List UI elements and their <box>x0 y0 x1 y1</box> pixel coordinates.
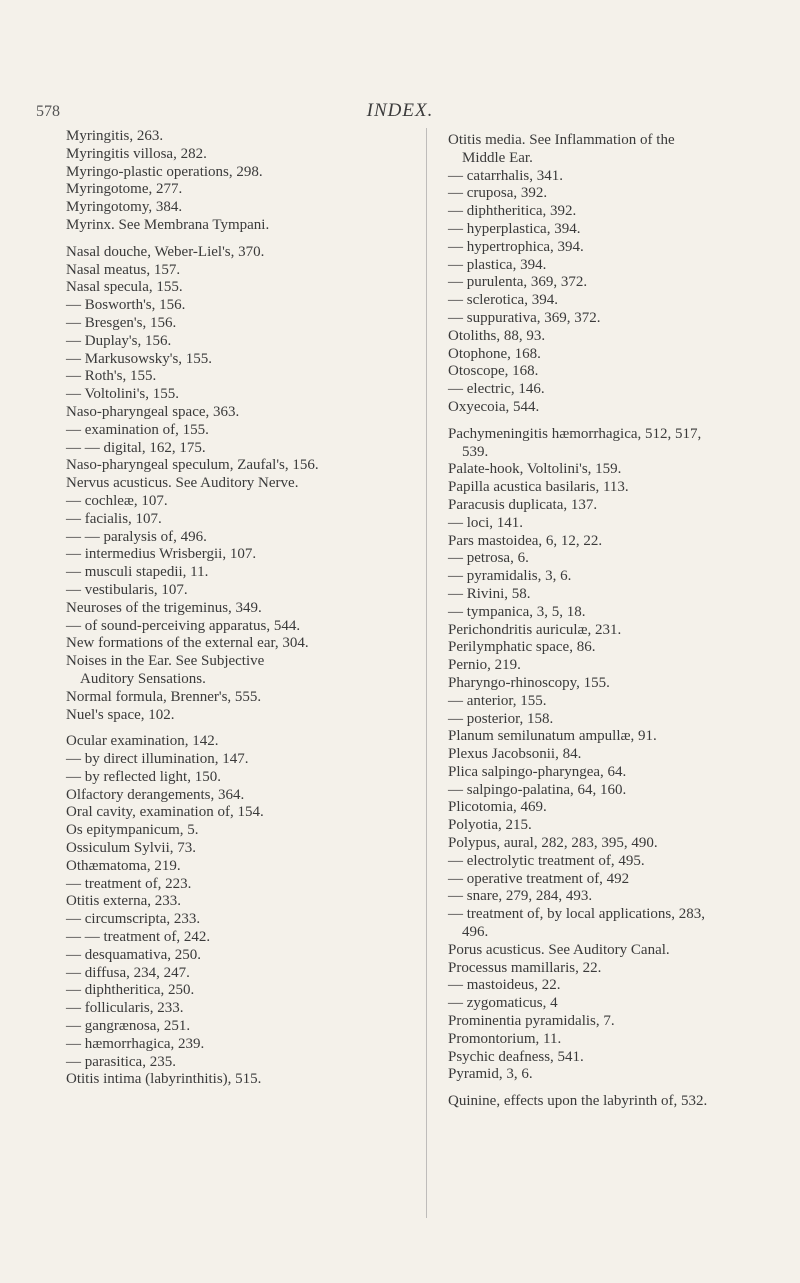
index-entry: — follicularis, 233. <box>66 1000 184 1017</box>
index-entry: — diphtheritica, 250. <box>66 982 195 999</box>
index-entry: — petrosa, 6. <box>448 550 529 567</box>
index-entry: Myringotome, 277. <box>66 181 183 198</box>
index-entry: — facialis, 107. <box>66 510 162 527</box>
index-entry: Noises in the Ear. See Subjective <box>66 653 265 670</box>
column-divider <box>426 128 427 1218</box>
index-entry: Psychic deafness, 541. <box>448 1048 584 1065</box>
index-entry: — of sound-perceiving apparatus, 544. <box>66 617 301 634</box>
index-entry: — zygomaticus, 4 <box>448 995 558 1012</box>
index-entry: — Roth's, 155. <box>66 368 157 385</box>
index-entry: Myringitis, 263. <box>66 128 164 144</box>
index-entry: 539. <box>462 443 489 460</box>
index-entry: — anterior, 155. <box>448 692 547 709</box>
index-entry: Oral cavity, examination of, 154. <box>66 804 264 821</box>
letter-section-gap <box>448 1084 778 1093</box>
index-entry: Promontorium, 11. <box>448 1030 562 1047</box>
index-entry: — Rivini, 58. <box>448 585 531 602</box>
index-entry: — operative treatment of, 492 <box>448 870 630 887</box>
index-entry: Pyramid, 3, 6. <box>448 1066 533 1083</box>
index-entry: — parasitica, 235. <box>66 1053 176 1070</box>
index-entry: — catarrhalis, 341. <box>448 167 563 184</box>
index-entry: — hyperplastica, 394. <box>448 220 581 237</box>
index-entry: Perilymphatic space, 86. <box>448 639 596 656</box>
index-entry: Auditory Sensations. <box>80 670 206 687</box>
index-entry: — salpingo-palatina, 64, 160. <box>448 781 627 798</box>
index-entry: — purulenta, 369, 372. <box>448 274 588 291</box>
index-entry: Othæmatoma, 219. <box>66 857 181 874</box>
index-entry: Planum semilunatum ampullæ, 91. <box>448 728 657 745</box>
index-entry: Nasal meatus, 157. <box>66 261 181 278</box>
index-entry: New formations of the external ear, 304. <box>66 635 309 652</box>
index-entry: Otitis media. See Inflammation of the <box>448 132 675 148</box>
index-entry: — loci, 141. <box>448 514 523 531</box>
index-entry: Ocular examination, 142. <box>66 733 219 750</box>
index-entry: — sclerotica, 394. <box>448 292 558 309</box>
index-entry: Ossiculum Sylvii, 73. <box>66 840 197 857</box>
index-entry: — examination of, 155. <box>66 421 209 438</box>
index-entry: Processus mamillaris, 22. <box>448 959 602 976</box>
index-entry: — diphtheritica, 392. <box>448 203 577 220</box>
index-entry: — snare, 279, 284, 493. <box>448 888 593 905</box>
index-entry: Nasal douche, Weber-Liel's, 370. <box>66 243 265 260</box>
index-entry: — — paralysis of, 496. <box>66 528 207 545</box>
index-entry: Neuroses of the trigeminus, 349. <box>66 599 262 616</box>
index-entry: — — digital, 162, 175. <box>66 439 206 456</box>
index-entry: — Bresgen's, 156. <box>66 314 177 331</box>
index-entry: Porus acusticus. See Auditory Canal. <box>448 941 670 958</box>
index-entry: Myrinx. See Membrana Tympani. <box>66 216 270 233</box>
index-entry: Nuel's space, 102. <box>66 706 175 723</box>
letter-section-gap <box>448 417 778 426</box>
index-entry: Perichondritis auriculæ, 231. <box>448 621 622 638</box>
index-entry: Naso-pharyngeal space, 363. <box>66 403 240 420</box>
index-entry: Pharyngo-rhinoscopy, 155. <box>448 674 610 691</box>
index-entry: — desquamativa, 250. <box>66 946 201 963</box>
index-entry: 496. <box>462 924 489 941</box>
index-entry: — hæmorrhagica, 239. <box>66 1035 205 1052</box>
index-entry: Myringotomy, 384. <box>66 199 183 216</box>
index-entry: — hypertrophica, 394. <box>448 238 584 255</box>
index-entry: — electric, 146. <box>448 381 545 398</box>
index-entry: — Voltolini's, 155. <box>66 386 180 403</box>
index-entry: — diffusa, 234, 247. <box>66 964 190 981</box>
index-entry: — tympanica, 3, 5, 18. <box>448 603 586 620</box>
index-entry: Quinine, effects upon the labyrinth of, 532. <box>448 1093 708 1110</box>
index-entry: Oxyecoia, 544. <box>448 398 540 415</box>
letter-section-gap <box>66 724 434 733</box>
index-entry: Plica salpingo-pharyngea, 64. <box>448 763 627 780</box>
index-entry: Otoliths, 88, 93. <box>448 327 546 344</box>
index-column-right <box>448 132 778 1111</box>
index-entry: Naso-pharyngeal speculum, Zaufal's, 156. <box>66 457 319 474</box>
index-entry: Myringo-plastic operations, 298. <box>66 163 263 180</box>
page-title: INDEX. <box>366 100 434 121</box>
index-entry: — Duplay's, 156. <box>66 332 172 349</box>
index-entry: Palate-hook, Voltolini's, 159. <box>448 461 622 478</box>
index-entry: — treatment of, 223. <box>66 875 192 892</box>
index-entry: Otitis externa, 233. <box>66 893 181 910</box>
index-entry: — Markusowsky's, 155. <box>66 350 213 367</box>
index-entry: Prominentia pyramidalis, 7. <box>448 1013 615 1030</box>
index-entry: — Bosworth's, 156. <box>66 297 186 314</box>
index-entry: Nasal specula, 155. <box>66 279 183 296</box>
index-entry: — treatment of, by local applications, 283, <box>448 906 706 923</box>
letter-section-gap <box>66 235 434 244</box>
index-entry: Olfactory derangements, 364. <box>66 786 245 803</box>
index-entry: Normal formula, Brenner's, 555. <box>66 688 262 705</box>
index-entry: — plastica, 394. <box>448 256 547 273</box>
index-entry: Os epitympanicum, 5. <box>66 822 199 839</box>
index-entry: — suppurativa, 369, 372. <box>448 309 601 326</box>
index-entry: — by direct illumination, 147. <box>66 751 249 768</box>
index-entry: — by reflected light, 150. <box>66 768 221 785</box>
index-entry: — pyramidalis, 3, 6. <box>448 568 572 585</box>
index-column-left <box>66 128 434 1089</box>
index-entry: Pachymeningitis hæmorrhagica, 512, 517, <box>448 425 702 442</box>
index-entry: — posterior, 158. <box>448 710 554 727</box>
index-entry: Otophone, 168. <box>448 345 541 362</box>
index-entry: Polypus, aural, 282, 283, 395, 490. <box>448 835 658 852</box>
index-entry: — musculi stapedii, 11. <box>66 564 209 581</box>
index-entry: — cochleæ, 107. <box>66 492 168 509</box>
index-entry: Otoscope, 168. <box>448 363 539 380</box>
index-entry: — intermedius Wrisbergii, 107. <box>66 546 257 563</box>
page-number: 578 <box>36 103 60 120</box>
index-entry: Plicotomia, 469. <box>448 799 547 816</box>
index-entry: — mastoideus, 22. <box>448 977 561 994</box>
index-entry: Pernio, 219. <box>448 657 521 674</box>
index-entry: Paracusis duplicata, 137. <box>448 496 598 513</box>
index-entry: — circumscripta, 233. <box>66 911 201 928</box>
index-entry: Pars mastoidea, 6, 12, 22. <box>448 532 603 549</box>
index-entry: Papilla acustica basilaris, 113. <box>448 479 629 496</box>
index-entry: — electrolytic treatment of, 495. <box>448 852 645 869</box>
index-entry: — vestibularis, 107. <box>66 581 188 598</box>
index-entry: Nervus acusticus. See Auditory Nerve. <box>66 475 299 492</box>
index-entry: Plexus Jacobsonii, 84. <box>448 746 582 763</box>
index-entry: Middle Ear. <box>462 149 533 166</box>
index-entry: — — treatment of, 242. <box>66 929 211 946</box>
index-entry: — gangrænosa, 251. <box>66 1018 191 1035</box>
index-entry: Myringitis villosa, 282. <box>66 145 207 162</box>
index-entry: — cruposa, 392. <box>448 185 548 202</box>
index-entry: Polyotia, 215. <box>448 817 532 834</box>
index-entry: Otitis intima (labyrinthitis), 515. <box>66 1071 262 1088</box>
